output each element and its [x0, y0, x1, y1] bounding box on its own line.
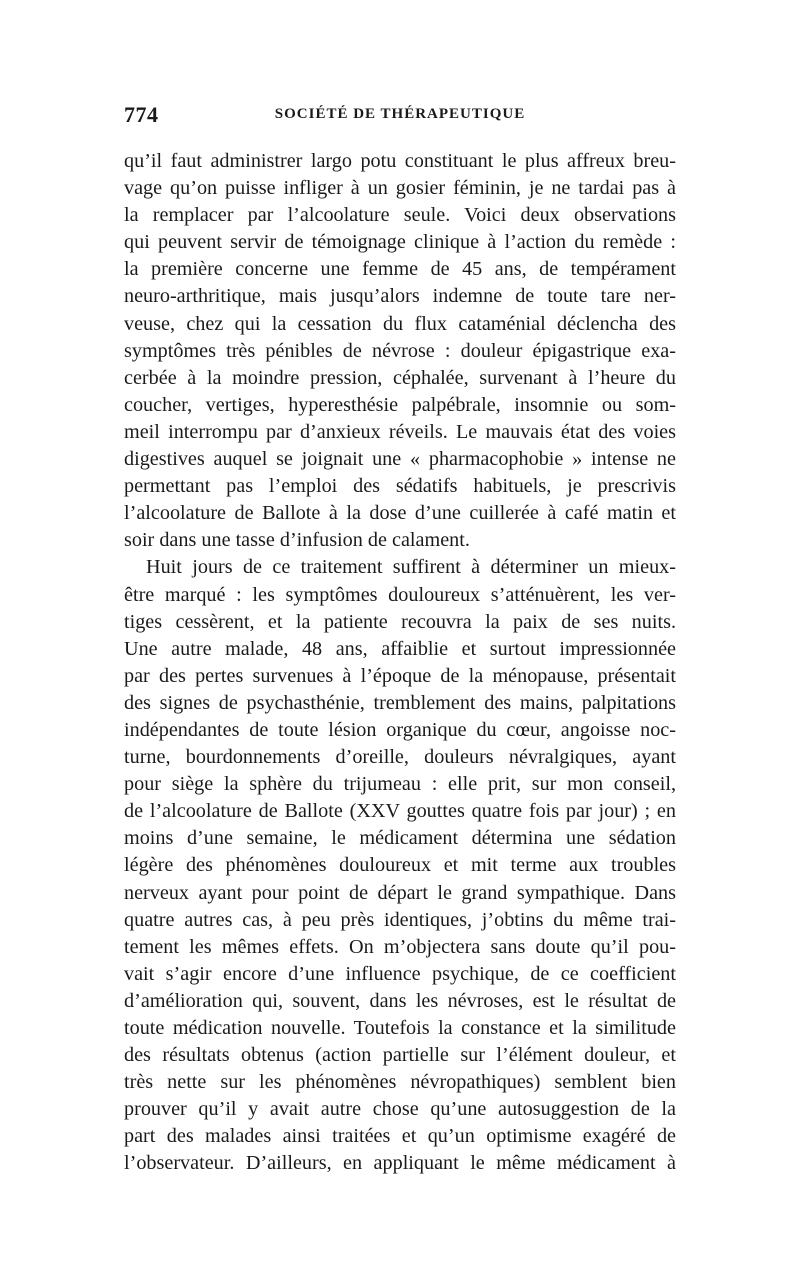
text-line: Huit jours de ce traitement suffirent à déterminer un mieux-	[146, 556, 676, 579]
text-line: l’alcoolature de Ballote à la dose d’une cuillerée à café matin et	[124, 502, 676, 525]
text-line: la première concerne une femme de 45 ans, de tempérament	[124, 258, 676, 281]
body-text	[124, 148, 676, 1178]
text-line: part des malades ainsi traitées et qu’un optimisme exagéré de	[124, 1125, 676, 1148]
text-line: par des pertes survenues à l’époque de la ménopause, présentait	[124, 664, 676, 687]
text-line: quatre autres cas, à peu près identiques, j’obtins du même trai-	[124, 908, 676, 931]
page-header	[124, 102, 676, 132]
text-line: coucher, vertiges, hyperesthésie palpébrale, insomnie ou som-	[124, 393, 676, 416]
text-line: de l’alcoolature de Ballote (XXV gouttes quatre fois par jour) ; en	[124, 800, 676, 823]
text-line: moins d’une semaine, le médicament détermina une sédation	[124, 827, 676, 850]
text-line: permettant pas l’emploi des sédatifs habituels, je prescrivis	[124, 475, 676, 498]
text-line: prouver qu’il y avait autre chose qu’une autosuggestion de la	[124, 1098, 676, 1121]
text-line: des signes de psychasthénie, tremblement des mains, palpitations	[124, 691, 676, 714]
running-title: SOCIÉTÉ DE THÉRAPEUTIQUE	[274, 106, 526, 122]
text-line: qu’il faut administrer largo potu constituant le plus affreux breu-	[124, 150, 676, 172]
text-line: être marqué : les symptômes douloureux s’atténuèrent, les ver-	[124, 583, 676, 606]
text-line: veuse, chez qui la cessation du flux cataménial déclencha des	[124, 312, 676, 335]
text-line: la remplacer par l’alcoolature seule. Voici deux observations	[124, 204, 676, 227]
text-line: nerveux ayant pour point de départ le grand sympathique. Dans	[124, 881, 676, 904]
text-line: qui peuvent servir de témoignage clinique à l’action du remède :	[124, 231, 676, 254]
text-line: d’amélioration qui, souvent, dans les névroses, est le résultat de	[124, 989, 676, 1012]
text-line: très nette sur les phénomènes névropathiques) semblent bien	[124, 1071, 676, 1094]
text-line: symptômes très pénibles de névrose : douleur épigastrique exa-	[124, 339, 676, 362]
text-line: vait s’agir encore d’une influence psychique, de ce coefficient	[124, 962, 676, 985]
text-line: digestives auquel se joignait une « pharmacophobie » intense ne	[124, 448, 676, 471]
text-line: légère des phénomènes douloureux et mit terme aux troubles	[124, 854, 676, 877]
text-line: tiges cessèrent, et la patiente recouvra la paix de ses nuits.	[124, 610, 676, 633]
text-line: tement les mêmes effets. On m’objectera sans doute qu’il pou-	[124, 935, 676, 958]
text-line: meil interrompu par d’anxieux réveils. Le mauvais état des voies	[124, 420, 676, 443]
text-line: turne, bourdonnements d’oreille, douleurs névralgiques, ayant	[124, 746, 676, 769]
text-line: pour siège la sphère du trijumeau : elle prit, sur mon conseil,	[124, 773, 676, 796]
text-line: Une autre malade, 48 ans, affaiblie et surtout impressionnée	[124, 637, 676, 660]
text-line: neuro-arthritique, mais jusqu’alors indemne de toute tare ner-	[124, 285, 676, 308]
text-line: l’observateur. D’ailleurs, en appliquant le même médicament à	[124, 1152, 676, 1175]
page-number: 774	[124, 102, 159, 127]
text-line: indépendantes de toute lésion organique du cœur, angoisse noc-	[124, 718, 676, 741]
text-line: soir dans une tasse d’infusion de calament.	[124, 529, 470, 552]
text-line: toute médication nouvelle. Toutefois la constance et la similitude	[124, 1017, 676, 1039]
text-line: vage qu’on puisse infliger à un gosier féminin, je ne tardai pas à	[124, 177, 676, 200]
text-line: des résultats obtenus (action partielle sur l’élément douleur, et	[124, 1044, 676, 1067]
text-line: cerbée à la moindre pression, céphalée, survenant à l’heure du	[124, 366, 676, 389]
